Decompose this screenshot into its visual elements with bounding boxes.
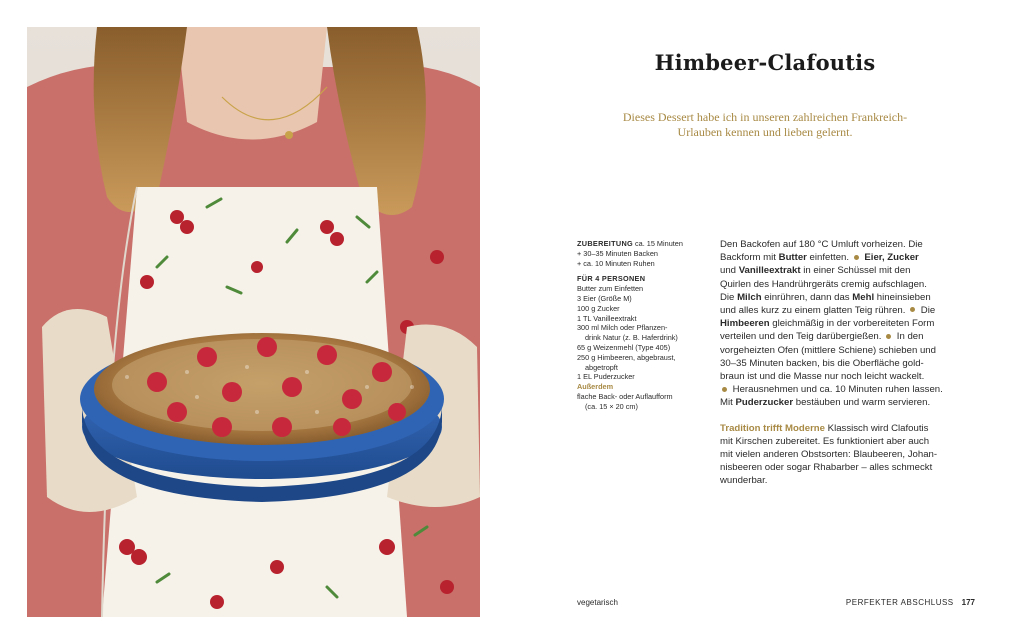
method-line: Die Milch einrühren, dann das Mehl hineinsieben <box>720 291 931 303</box>
ingredient-item: Butter zum Einfetten <box>577 284 644 294</box>
method-line: und alles kurz zu einem glatten Teig rühren. Die <box>720 305 936 317</box>
running-footer <box>846 598 975 607</box>
recipe-photo <box>27 27 480 617</box>
recipe-title: Himbeer-Clafoutis <box>654 50 876 75</box>
ingredients-sidebar <box>577 239 707 412</box>
method-line: und Vanilleextrakt in einer Schüssel mit den <box>720 265 911 277</box>
method-line: Backform mit Butter einfetten. Eier, Zucker <box>720 252 919 264</box>
clafoutis-photo-illustration <box>27 27 480 617</box>
method-line: verteilen und den Teig darübergießen. In den <box>720 331 924 343</box>
prep-time: ca. 15 Minuten <box>633 239 683 248</box>
tip-line: mit vielen anderen Obstsorten: Blaubeeren, Johan- <box>720 449 938 461</box>
extra-item: flache Back- oder Auflaufform <box>577 391 673 401</box>
method-line: 30–35 Minuten backen, bis die Oberfläche gold- <box>720 357 924 369</box>
prep-label: ZUBEREITUNG <box>577 239 633 248</box>
method-text <box>720 238 942 488</box>
prep-line-3: + ca. 10 Minuten Ruhen <box>577 258 655 268</box>
extras-heading: Außerdem <box>577 382 614 392</box>
page-number: 177 <box>961 598 975 607</box>
ingredient-item: 1 TL Vanilleextrakt <box>577 313 637 323</box>
diet-tag: vegetarisch <box>577 598 618 607</box>
method-line: Herausnehmen und ca. 10 Minuten ruhen lassen. <box>720 383 942 396</box>
step-bullet-icon <box>854 255 859 260</box>
ingredient-item-cont: abgetropft <box>585 362 618 372</box>
step-bullet-icon <box>722 387 727 392</box>
servings-heading: FÜR 4 PERSONEN <box>577 274 646 284</box>
ingredient-item-cont: drink Natur (z. B. Haferdrink) <box>585 333 678 343</box>
method-line: Mit Puderzucker bestäuben und warm servieren. <box>720 397 931 409</box>
prep-line-2: + 30–35 Minuten Backen <box>577 248 658 258</box>
section-name: PERFEKTER ABSCHLUSS <box>845 598 954 607</box>
tip-line: mit Kirschen zubereitet. Es funktioniert aber auch <box>720 435 930 447</box>
tip-label: Tradition trifft Moderne <box>720 422 825 434</box>
ingredient-item: 3 Eier (Größe M) <box>577 293 632 303</box>
tip-line: nisbeeren oder sogar Rhabarber – alles schmeckt <box>720 462 933 474</box>
method-line: vorgeheizten Ofen (mittlere Schiene) schieben und <box>720 344 936 356</box>
ingredient-item: 65 g Weizenmehl (Type 405) <box>577 342 671 352</box>
method-line: Quirlen des Handrührgeräts cremig aufschlagen. <box>720 278 927 290</box>
step-bullet-icon <box>910 307 915 312</box>
recipe-intro <box>612 110 918 140</box>
intro-line-1: Dieses Dessert habe ich in unseren zahlreichen Frankreich- <box>622 110 908 124</box>
intro-line-2: Urlauben kennen und lieben gelernt. <box>677 125 853 139</box>
tip-line: wunderbar. <box>720 475 768 487</box>
ingredient-item: 300 ml Milch oder Pflanzen- <box>577 323 668 333</box>
tip-line: Tradition trifft Moderne Klassisch wird Clafoutis <box>720 422 929 434</box>
step-bullet-icon <box>886 334 891 339</box>
ingredient-item: 250 g Himbeeren, abgebraust, <box>577 352 676 362</box>
method-line: braun ist und die Masse nur noch leicht wackelt. <box>720 371 925 383</box>
method-line: Himbeeren gleichmäßig in der vorbereiteten Form <box>720 318 935 330</box>
ingredient-item: 1 EL Puderzucker <box>577 372 635 382</box>
method-line: Den Backofen auf 180 °C Umluft vorheizen. Die <box>720 239 923 250</box>
ingredient-item: 100 g Zucker <box>577 303 620 313</box>
prep-line-1 <box>577 239 707 249</box>
extra-item-cont: (ca. 15 × 20 cm) <box>585 401 638 411</box>
